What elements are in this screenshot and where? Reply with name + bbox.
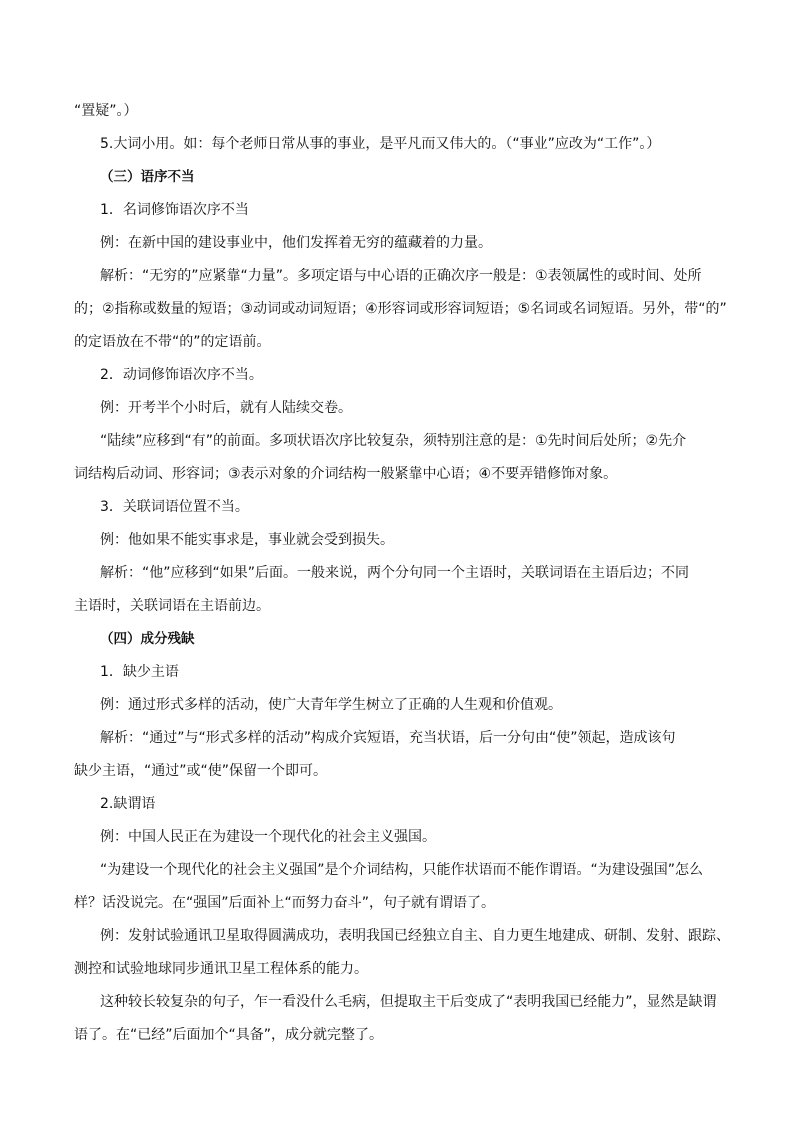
text-line-4: 1．名词修饰语次序不当 <box>100 202 249 218</box>
text-line-21: 缺少主语，“通过”或“使”保留一个即可。 <box>74 763 328 779</box>
text-line-26: 例：发射试验通讯卫星取得圆满成功，表明我国已经独立自主、自力更生地建成、研制、发射、跟踪、 <box>100 928 730 944</box>
text-line-16: 主语时，关联词语在主语前边。 <box>74 598 270 614</box>
text-line-18: 1．缺少主语 <box>100 664 179 680</box>
text-line-20: 解析：“通过”与“形式多样的活动”构成介宾短语，充当状语，后一分句由“使”领起，造成该句 <box>100 730 676 746</box>
text-line-1: “置疑”。） <box>74 103 138 119</box>
text-line-6: 解析：“无穷的”应紧靠“力量”。多项定语与中心语的正确次序一般是：①表领属性的或时间、处所 <box>100 268 702 284</box>
text-line-23: 例：中国人民正在为建设一个现代化的社会主义强国。 <box>100 829 436 845</box>
text-line-12: 词结构后动词、形容词；③表示对象的介词结构一般紧靠中心语；④不要弄错修饰对象。 <box>74 466 618 482</box>
text-line-29: 语了。在“已经”后面加个“具备”，成分就完整了。 <box>74 1027 384 1043</box>
text-line-28: 这种较长较复杂的句子，乍一看没什么毛病，但提取主干后变成了“表明我国已经能力”，显然是缺谓 <box>100 994 717 1010</box>
text-line-24: “为建设一个现代化的社会主义强国”是个介词结构，只能作状语而不能作谓语。“为建设强国”怎么 <box>100 862 704 878</box>
text-line-7: 的；②指称或数量的短语；③动词或动词短语；④形容词或形容词短语；⑤名词或名词短语。另外，带“的” <box>74 301 727 317</box>
text-line-2: 5.大词小用。如：每个老师日常从事的事业，是平凡而又伟大的。（“事业”应改为“工作”。） <box>100 136 661 152</box>
text-line-11: “陆续”应移到“有”的前面。多项状语次序比较复杂，须特别注意的是：①先时间后处所；②先介 <box>100 433 687 449</box>
text-line-15: 解析：“他”应移到“如果”后面。一般来说，两个分句同一个主语时，关联词语在主语后边；不同 <box>100 565 690 581</box>
text-line-10: 例：开考半个小时后，就有人陆续交卷。 <box>100 400 352 416</box>
text-line-5: 例：在新中国的建设事业中，他们发挥着无穷的蕴藏着的力量。 <box>100 235 492 251</box>
text-line-19: 例：通过形式多样的活动，使广大青年学生树立了正确的人生观和价值观。 <box>100 697 562 713</box>
section-heading-3: （三）语序不当 <box>100 169 195 185</box>
text-line-27: 测控和试验地球同步通讯卫星工程体系的能力。 <box>74 961 368 977</box>
text-line-13: 3．关联词语位置不当。 <box>100 499 249 515</box>
text-line-8: 的定语放在不带“的”的定语前。 <box>74 334 271 350</box>
text-line-14: 例：他如果不能实事求是，事业就会受到损失。 <box>100 532 394 548</box>
section-heading-17: （四）成分残缺 <box>100 631 195 647</box>
text-line-22: 2.缺谓语 <box>100 796 156 812</box>
text-line-25: 样？话没说完。在“强国”后面补上“而努力奋斗”，句子就有谓语了。 <box>74 895 496 911</box>
text-line-9: 2．动词修饰语次序不当。 <box>100 367 263 383</box>
